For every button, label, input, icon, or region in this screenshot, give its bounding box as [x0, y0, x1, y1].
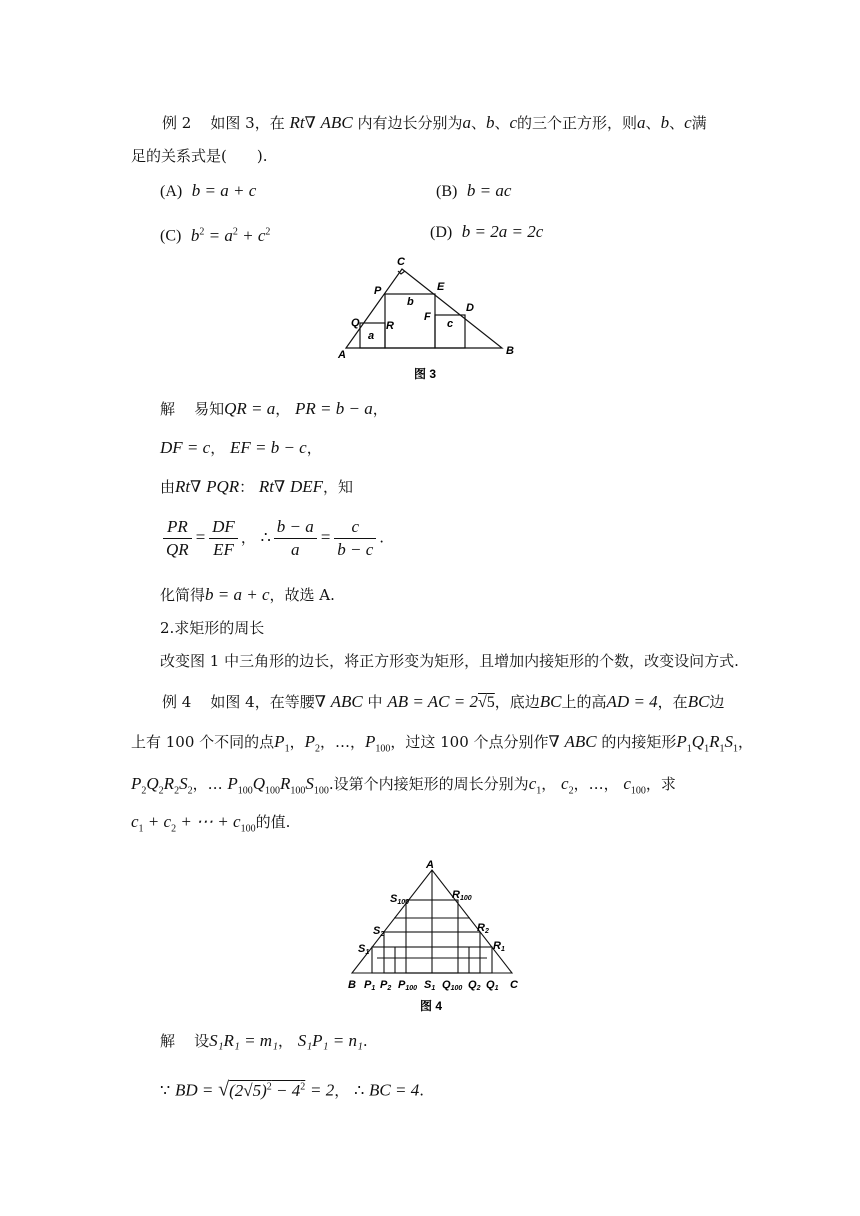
svg-text:图 4: 图 4 — [420, 999, 443, 1013]
solution-4-line-1: 解 设S₁R₁ = m₁， S₁P₁ = n₁. — [160, 1031, 368, 1050]
solution-2-ratio: $\frac{PR}{QR}$ = $\frac{DF}{EF}$ ， ∴ $\frac{b - a}{a}$ = $\frac{c}{b - c}$ . — [160, 516, 384, 561]
example-4-line-3: $P_2Q_2R_2S_2$，… $P_{100}Q_{100}R_{100}S_{100}$.设第个内接矩形的周长分别为$c_1$， $c_2$，…， $c_{100}$，求 — [131, 774, 676, 797]
solution-4-line-2: ∵ BD = $√(2√5)^2 - 4^2 = 2$， ∴ BC = 4. — [160, 1078, 425, 1101]
figure-3 — [330, 250, 530, 390]
svg-text:D: D — [466, 302, 474, 314]
svg-text:c: c — [447, 318, 454, 330]
svg-text:a: a — [368, 330, 375, 342]
solution-2-line-1: 解 易知QR = a， PR = b − a， — [160, 399, 388, 418]
svg-text:R2: R2 — [477, 922, 489, 935]
example-4-line-2: 上有 100 个不同的点$P_1$，$P_2$，…，$P_{100}$，过这 100 个点分别作∇ ABC 的内接矩形$P_1Q_1R_1S_1$， — [131, 732, 753, 755]
example-4-line-1: 例 4 如图 4，在等腰∇ ABC 中 AB = AC = 2√5，底边BC上的高AD = 4，在BC边 — [162, 692, 725, 711]
svg-text:S1: S1 — [358, 943, 370, 956]
svg-text:R1: R1 — [493, 940, 505, 953]
example-4-line-4: $c_1 + c_2$ + ⋯ + $c_{100}$的值. — [131, 812, 291, 835]
svg-text:S2: S2 — [373, 925, 385, 938]
section-title: 2.求矩形的周长 — [160, 619, 265, 637]
example-label: 例 2 — [162, 114, 192, 132]
example-2-line-2: 足的关系式是( ). — [131, 147, 268, 165]
svg-text:P1: P1 — [364, 979, 376, 992]
svg-text:R100: R100 — [452, 889, 472, 902]
triangle-symbol: ∇ — [304, 115, 316, 132]
svg-text:A: A — [338, 349, 346, 361]
svg-text:图 3: 图 3 — [414, 367, 437, 381]
svg-text:P: P — [374, 285, 382, 297]
figure-4 — [340, 858, 530, 1018]
svg-text:Q: Q — [351, 317, 360, 329]
svg-text:Q2: Q2 — [468, 979, 481, 992]
option-d: (D) b = 2a = 2c — [430, 222, 544, 241]
svg-text:R: R — [386, 320, 394, 332]
svg-text:S100: S100 — [390, 893, 410, 906]
svg-text:C: C — [397, 256, 405, 268]
svg-text:F: F — [424, 311, 431, 323]
section-intro: 改变图 1 中三角形的边长，将正方形变为矩形，且增加内接矩形的个数，改变设问方式. — [160, 652, 739, 670]
svg-text:B: B — [506, 345, 514, 357]
svg-text:P100: P100 — [398, 979, 418, 992]
solution-2-line-2: DF = c， EF = b − c， — [160, 438, 322, 457]
example-2-line-1: 例 2 如图 3，在 Rt∇ ABC 内有边长分别为a、b、c的三个正方形，则a、b、c满 — [162, 113, 707, 132]
svg-text:S1: S1 — [424, 979, 436, 992]
svg-text:B: B — [348, 979, 356, 991]
option-c: (C) $b^2 = a^2 + c^2$ — [160, 225, 271, 245]
option-b: (B) b = ac — [436, 181, 512, 200]
svg-text:P2: P2 — [380, 979, 392, 992]
svg-text:Q100: Q100 — [442, 979, 463, 992]
svg-text:b: b — [407, 296, 414, 308]
svg-text:E: E — [437, 281, 445, 293]
svg-text:Q1: Q1 — [486, 979, 499, 992]
svg-text:A: A — [426, 859, 434, 871]
solution-2-result: 化简得b = a + c，故选 A. — [160, 585, 335, 604]
solution-2-line-3: 由Rt∇ PQR： Rt∇ DEF，知 — [160, 477, 354, 496]
option-a: (A) b = a + c — [160, 181, 257, 200]
svg-text:C: C — [510, 979, 518, 991]
